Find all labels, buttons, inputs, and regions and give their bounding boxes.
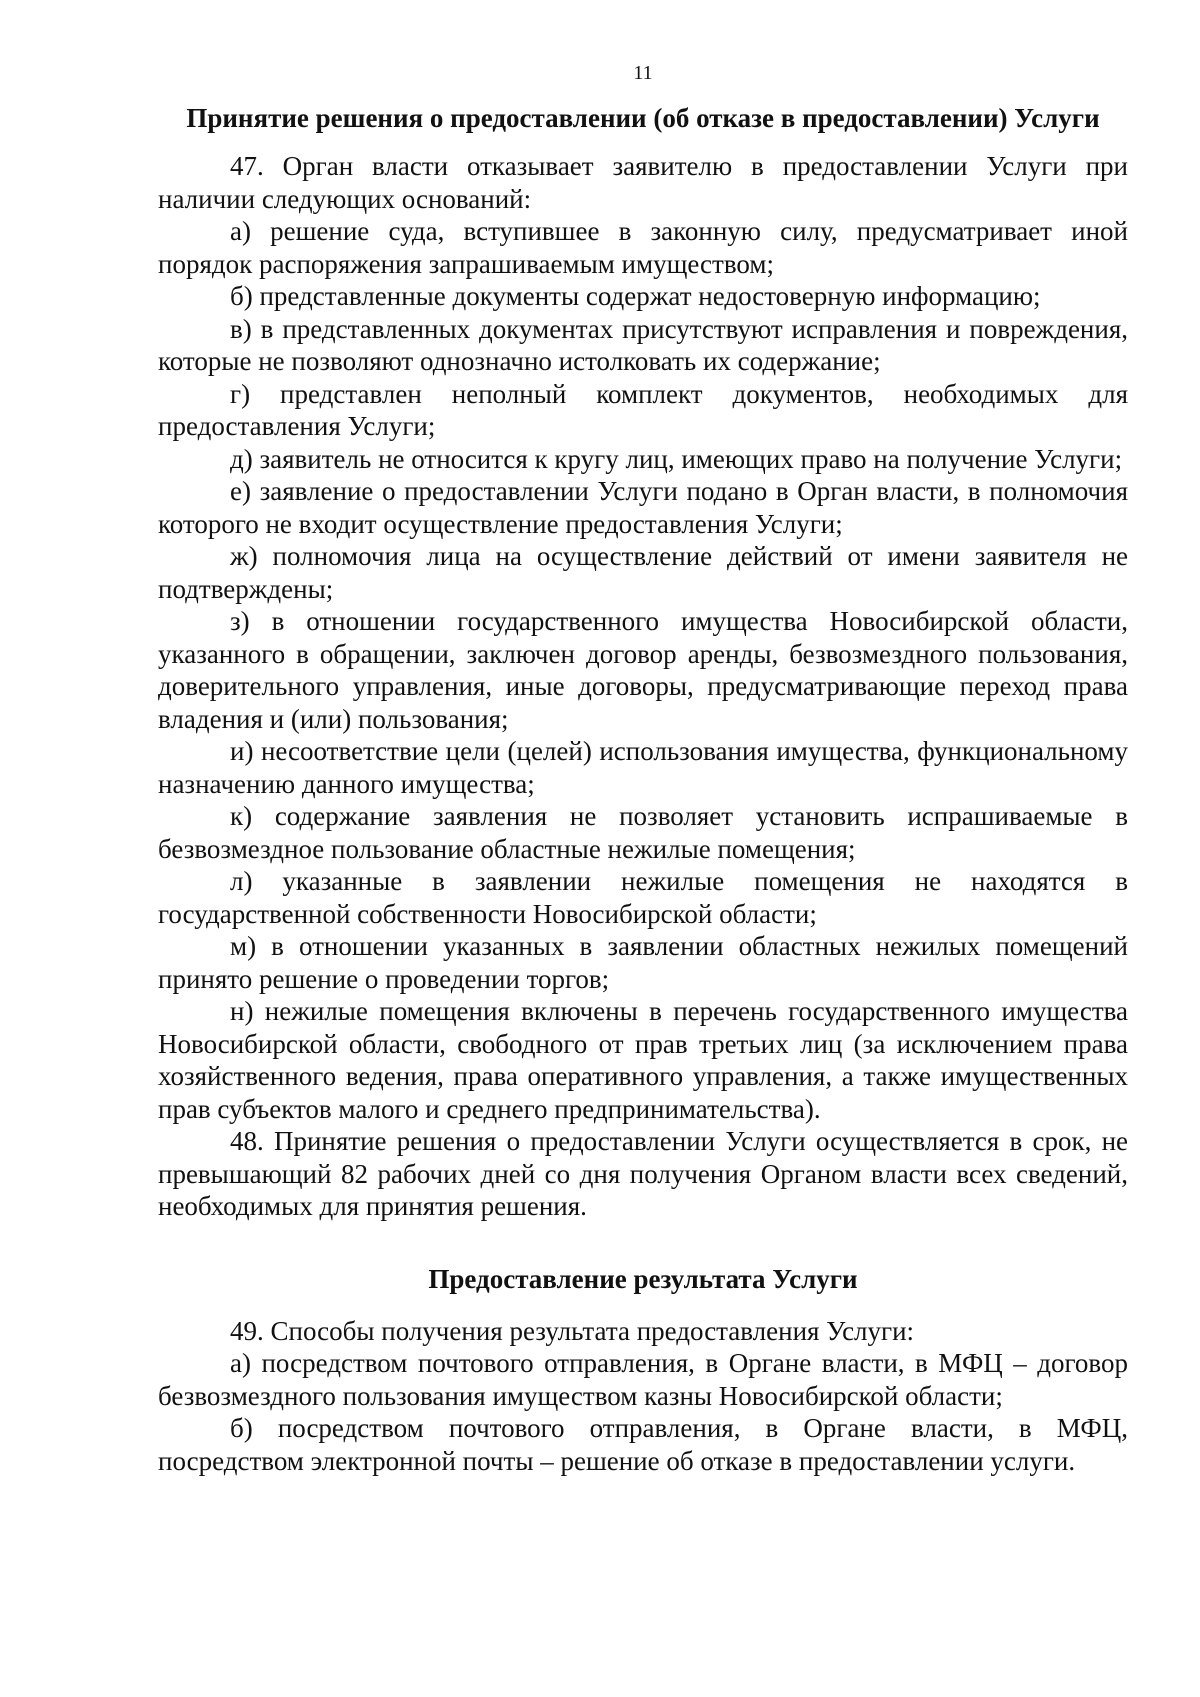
- paragraph-49: 49. Способы получения результата предоставления Услуги:: [230, 1315, 915, 1346]
- list-item-m: м) в отношении указанных в заявлении областных нежилых помещений принято решение о проведении торгов;: [158, 931, 1128, 994]
- page-number: 11: [633, 62, 653, 84]
- list-item-k: к) содержание заявления не позволяет установить испрашиваемые в безвозмездное пользование областные нежилые помещения;: [158, 801, 1128, 864]
- result-item-a: а) посредством почтового отправления, в Органе власти, в МФЦ – договор безвозмездного пользования имуществом казны Новосибирской области;: [158, 1348, 1128, 1411]
- document-page: [158, 60, 1128, 1477]
- section-decision-body: [158, 150, 1128, 1223]
- list-item-n: н) нежилые помещения включены в перечень государственного имущества Новосибирской области, свободного от прав третьих лиц (за исключением права хозяйственного ведения, права оперативного управления, а также имущественных прав субъектов малого и среднего предпринимательства).: [158, 996, 1128, 1124]
- list-item-v: в) в представленных документах присутствуют исправления и повреждения, которые не позволяют однозначно истолковать их содержание;: [158, 313, 1128, 376]
- section-heading-result: Предоставление результата Услуги: [428, 1263, 858, 1294]
- paragraph-48: 48. Принятие решения о предоставлении Услуги осуществляется в срок, не превышающий 82 рабочих дней со дня получения Органом власти всех сведений, необходимых для принятия решения.: [158, 1126, 1128, 1221]
- section-result-body: [158, 1315, 1128, 1478]
- list-item-l: л) указанные в заявлении нежилые помещения не находятся в государственной собственности Новосибирской области;: [158, 866, 1128, 929]
- list-item-d: д) заявитель не относится к кругу лиц, имеющих право на получение Услуги;: [230, 443, 1123, 474]
- list-item-i: и) несоответствие цели (целей) использования имущества, функциональному назначению данного имущества;: [158, 736, 1128, 799]
- list-item-zh: ж) полномочия лица на осуществление действий от имени заявителя не подтверждены;: [158, 541, 1128, 604]
- list-item-a: а) решение суда, вступившее в законную силу, предусматривает иной порядок распоряжения запрашиваемым имуществом;: [158, 216, 1128, 279]
- list-item-z: з) в отношении государственного имущества Новосибирской области, указанного в обращении, заключен договор аренды, безвозмездного пользования, доверительного управления, иные договоры, предусматривающие переход права владения и (или) пользования;: [158, 606, 1128, 734]
- section-heading-decision: Принятие решения о предоставлении (об отказе в предоставлении) Услуги: [186, 103, 1100, 133]
- list-item-b: б) представленные документы содержат недостоверную информацию;: [230, 281, 1041, 311]
- list-item-g: г) представлен неполный комплект документов, необходимых для предоставления Услуги;: [158, 378, 1128, 441]
- paragraph-47: 47. Орган власти отказывает заявителю в предоставлении Услуги при наличии следующих оснований:: [158, 151, 1128, 214]
- result-item-b: б) посредством почтового отправления, в Органе власти, в МФЦ, посредством электронной почты – решение об отказе в предоставлении услуги.: [158, 1413, 1128, 1476]
- list-item-e: е) заявление о предоставлении Услуги подано в Орган власти, в полномочия которого не входит осуществление предоставления Услуги;: [158, 476, 1128, 539]
